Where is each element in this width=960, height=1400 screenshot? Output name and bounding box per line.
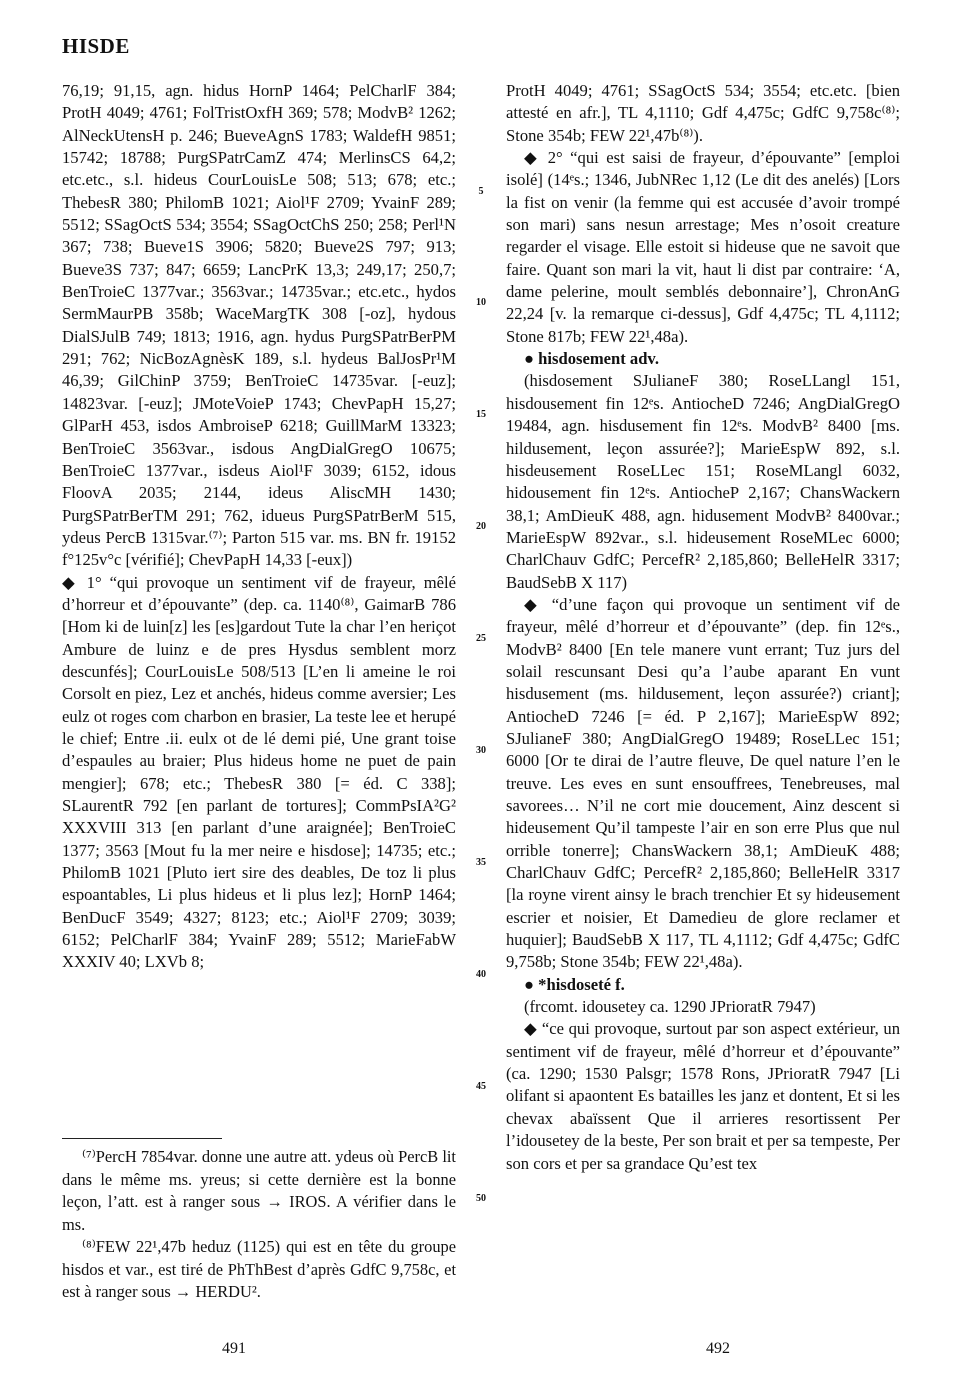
footnote-7: ⁽⁷⁾PercH 7854var. donne une autre att. ydeus où PercB lit dans le même ms. yreus; si cette dernière est la bonne leçon, l’att. est à ranger sous → IROS. A vérifier dans le ms. <box>62 1147 456 1234</box>
right-sense2-paragraph: ◆ 2° “qui est saisi de frayeur, d’épouvante” [emploi isolé] (14ᵉs.; 1346, JubNRec 1,12 (Le dit des anelés) [Lors la fist on venir (la femme qui est accusée d’avoir trompé son mari) sans nesun arrestage; Mes n’osoit creature regarder el visage. Elle estoit si hideuse que ne savoit que faire. Quant son mari la vit, haut li dist par contraire: ‘A, dame pelerine, moult semblés debonnaire’], ChronAnG 22,24 [v. la remarque ci-dessus], Gdf 4,475c; TL 4,1112; Stone 817b; FEW 22¹,48a). <box>506 148 900 346</box>
line-number: 5 <box>478 186 484 197</box>
line-number: 40 <box>476 969 486 980</box>
page-header-title: HISDE <box>62 34 130 58</box>
entry-hisdosement-definition: ◆ “d’une façon qui provoque un sentiment vif de frayeur, mêlé d’horreur et d’épouvante” (dep. fin 12ᵉs., ModvB² 8400 [En tele manere vunt errant; Tuz jurs del solail rescunsant Desi qu’a l’aube aparant En vunt hisdusement (ms. hildusement, leçon assurée?) criant]; AntiocheD 7246 [= éd. P 2,167]; MarieEspW 892; SJulianeF 380; AngDialGregO 19489; RoseLLec 151; 6000 [Or te dirai de l’autre fleuve, De quel nature l’en le treuve. Les eves en sunt ensouffrees, Tenebreuses, mal savorees… N’il ne cort mie doucement, Ainz descent si hideusement Qu’il tampeste l’air en son erre Plus que nul orrible tonerre]; ChansWackern 38,1; AmDieuK 488; CharlChauv GdfC; PercefR² 2,185,860; BelleHelR 3317 [la royne virent ainsy le brach trenchier Et sy hideusement escrier et noisier, Et Damedieu de glore reclamer et huquier]; BaudSebB X 117, TL 4,1112; Gdf 4,475c; GdfC 9,758b; Stone 354b; FEW 22¹,48a). <box>506 594 900 972</box>
line-number: 10 <box>476 297 486 308</box>
entry-hisdosete-headword: ● *hisdoseté f. <box>524 974 625 994</box>
footnote-8: ⁽⁸⁾FEW 22¹,47b heduz (1125) qui est en tête du groupe hisdos et var., est tiré de PhThBest d’après GdfC 9,758c, et est à ranger sous → HERDU². <box>62 1237 456 1301</box>
entry-hisdosement-forms: (hisdosement SJulianeF 380; RoseLLangl 151, hisdousement fin 12ᵉs. AntiocheD 7246; AngDialGregO 19484, agn. hisdusement fin 12ᵉs. ModvB² 8400 [ms. hildusement, leçon assurée?]; MarieEspW 892, s.l. hisdeusement RoseLLec 151; RoseMLangl 6032, hidousement fin 12ᵉs. AntiocheP 2,167; ChansWackern 38,1; AmDieuK 488, agn. hidusement ModvB² 8400var.; MarieEspW 892var., s.l. hideusement RoseMLec 6000; CharlChauv GdfC; PercefR² 2,185,860; BelleHelR 3317; BaudSebB X 117) <box>506 371 900 592</box>
line-number: 30 <box>476 745 486 756</box>
line-number: 20 <box>476 521 486 532</box>
line-number: 15 <box>476 409 486 420</box>
right-column <box>506 80 900 1175</box>
line-number: 45 <box>476 1081 486 1092</box>
footnote-divider <box>62 1138 222 1139</box>
entry-hisdosete-forms: (frcomt. idousetey ca. 1290 JPrioratR 7947) <box>524 997 816 1017</box>
line-number: 50 <box>476 1193 486 1204</box>
left-column <box>62 80 456 974</box>
entry-hisdosete-definition: ◆ “ce qui provoque, surtout par son aspect extérieur, un sentiment vif de frayeur, mêlé d’horreur et d’épouvante” (ca. 1290; 1530 Palsgr; 1578 Rons, JPrioratR 7947 [Li olifant si apaontent Es batailles les janz et dontent, Et si les chevax abaïssent Que il arrieres resortissent Per l’idousetey de la beste, Per son brait et per sa tempeste, Per son cors et per sa grandace Qu’est tex <box>506 1019 900 1173</box>
entry-hisdosement-headword: ● hisdosement adv. <box>524 349 659 369</box>
footnotes <box>62 1146 456 1304</box>
page-number-left: 491 <box>222 1340 246 1357</box>
line-number: 25 <box>476 633 486 644</box>
left-definition-paragraph: ◆ 1° “qui provoque un sentiment vif de frayeur, mêlé d’horreur et d’épouvante” (dep. ca. 1140⁽⁸⁾, GaimarB 786 [Hom ki de luin[z] les [es]gardout Tute la char l’en heriçot Ambure de luinz e de pres Hysdus semblent morz descunfés]; CourLouisLe 508/513 [L’en li ameine le roi Corsolt en piez, Lez et anchés, hideus comme aversier; Les eulz ot roges com charbon en brasier, La teste lee et herupé le chief; Entre .ii. eulx ot de lé demi pié, Une grant toise d’espaules au braier; Plus hideus home ne puet de pain mengier]; 678; etc.; ThebesR 380 [= éd. C 338]; SLaurentR 792 [en parlant de tortures]; CommPsIA²G² XXXVIII 313 [en parlant d’une araignée]; BenTroieC 1377; 3563 [Mout fu la mer neire e hisdose]; 14735; etc.; PhilomB 1021 [Pluto iert sire des deables, De toz li plus espoantables, Li plus hideus et li plus lez]; HornP 1464; BenDucF 3549; 4327; 8123; etc.; Aiol¹F 2709; 3039; 6152; PelCharlF 384; YvainF 289; 5512; MarieFabW XXXIV 40; LXVb 8; <box>62 572 456 972</box>
line-number: 35 <box>476 857 486 868</box>
page-number-right: 492 <box>706 1340 730 1357</box>
right-continuation-paragraph: ProtH 4049; 4761; SSagOctS 534; 3554; etc.etc. [bien attesté en afr.], TL 4,1110; Gdf 4,475c; GdfC 9,758c⁽⁸⁾; Stone 354b; FEW 22¹,47b⁽⁸⁾). <box>506 81 900 145</box>
left-entry-forms-paragraph: 76,19; 91,15, agn. hidus HornP 1464; PelCharlF 384; ProtH 4049; 4761; FolTristOxfH 369; 578; ModvB² 1262; AlNeckUtensH p. 246; BueveAgnS 1783; WaldefH 9851; 15742; 18788; PurgSPatrCamZ 474; MerlinsCS 64,2; etc.etc., s.l. hideus CourLouisLe 508; 513; 678; etc.; ThebesR 380; PhilomB 1021; Aiol¹F 2709; YvainF 289; 5512; SSagOctS 534; 3554; SSagOctChS 250; 258; Perl¹N 367; 738; Bueve1S 3906; 5820; Bueve2S 797; 913; Bueve3S 737; 847; 6659; LancPrK 13,3; 249,17; 250,7; BenTroieC 1377var.; 3563var.; 14735var.; etc.etc., hydos SermMaurPB 358b; WaceMargTK 308 [-oz], hydous DialSJulB 749; 1813; 1916, agn. hydus PurgSPatrBerPM 291; 762; NicBozAgnèsK 189, s.l. hydeus BalJosPr¹M 46,39; GilChinP 3759; BenTroieC 14735var. [-euz]; 14823var. [-euz]; JMoteVoieP 1743; ChevPapH 15,27; GlParH 453, isdos AmbroiseP 6218; GuillMarM 13323; BenTroieC 3563var., isdous AngDialGregO 10675; BenTroieC 1377var., isdeus Aiol¹F 3039; 6152, idous FloovA 2035; 2144, ideus AliscMH 1430; PurgSPatrBerTM 291; 762, idueus PurgSPatrBerM 515, ydeus PercB 1315var.⁽⁷⁾; Parton 515 var. ms. BN fr. 19152 f°125v°c [vérifié]; ChevPapH 14,33 [-eux]) <box>62 81 456 570</box>
